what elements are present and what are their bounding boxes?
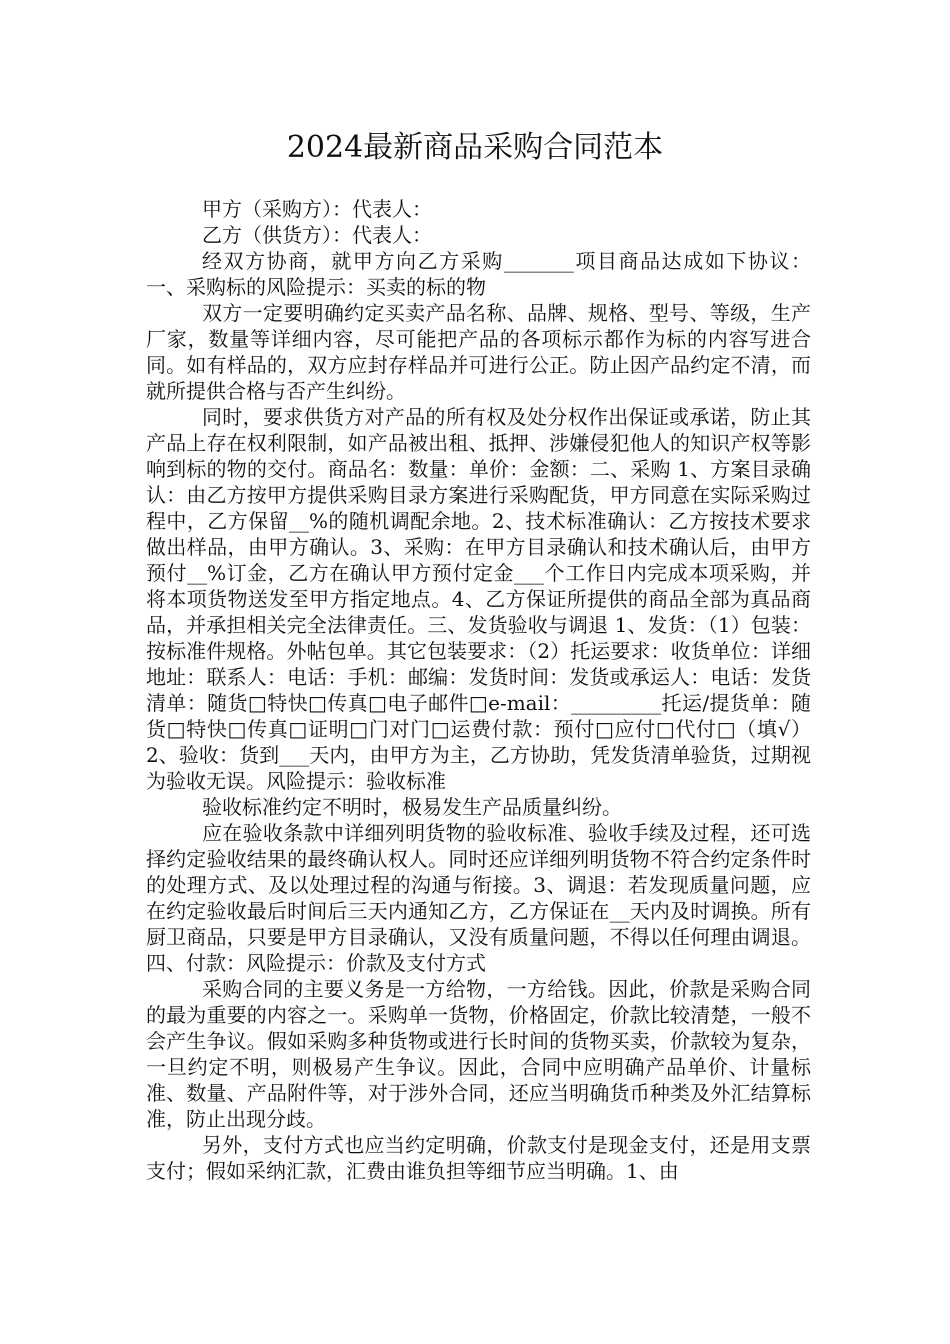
document-title: 2024最新商品采购合同范本 [286, 130, 664, 165]
paragraph-acceptance-risk: 验收标准约定不明时，极易发生产品质量纠纷。 [202, 795, 622, 819]
paragraph-party-a: 甲方（采购方）：代表人： [202, 197, 432, 221]
paragraph-subject-matter: 双方一定要明确约定买卖产品名称、品牌、规格、型号、等级，生产厂家，数量等详细内容，尽可能把产品的各项标示都作为标的内容写进合同。如有样品的，双方应封存样品并可进行公正。防止因产品约定不清，而就所提供合格与否产生纠纷。 [146, 301, 811, 403]
document-body [146, 196, 811, 1184]
paragraph-price: 采购合同的主要义务是一方给物，一方给钱。因此，价款是采购合同的最为重要的内容之一。采购单一货物，价格固定，价款比较清楚，一般不会产生争议。假如采购多种货物或进行长时间的货物买卖，价款较为复杂，一旦约定不明，则极易产生争议。因此，合同中应明确产品单价、计量标准、数量、产品附件等，对于涉外合同，还应当明确货币种类及外汇结算标准，防止出现分歧。 [146, 977, 811, 1131]
paragraph-purchase-delivery: 同时，要求供货方对产品的所有权及处分权作出保证或承诺，防止其产品上存在权利限制，如产品被出租、抵押、涉嫌侵犯他人的知识产权等影响到标的物的交付。商品名：数量：单价：金额：二、采购 1、方案目录确认：由乙方按甲方提供采购目录方案进行采购配货，甲方同意在实际采购过程中，乙方保留__%的随机调配余地。2、技术标准确认：乙方按技术要求做出样品，由甲方确认。3、采购：在甲方目录确认和技术确认后，由甲方预付__%订金，乙方在确认甲方预付定金___个工作日内完成本项采购，并将本项货物送发至甲方指定地点。4、乙方保证所提供的商品全部为真品商品，并承担相关完全法律责任。三、发货验收与调退 1、发货：（1）包装：按标准件规格。外帖包单。其它包装要求：（2）托运要求：收货单位：详细地址：联系人：电话：手机：邮编：发货时间：发货或承运人：电话：发货清单：随货□特快□传真□电子邮件□e-mail：_________托运/提货单：随货□特快□传真□证明□门对门□运费付款：预付□应付□代付□（填√）2、验收：货到___天内，由甲方为主，乙方协助，凭发货清单验货，过期视为验收无误。风险提示：验收标准 [146, 405, 811, 793]
paragraph-agreement-intro: 经双方协商，就甲方向乙方采购_______项目商品达成如下协议：一、采购标的风险提示：买卖的标的物 [146, 249, 811, 299]
paragraph-payment-method: 另外，支付方式也应当约定明确，价款支付是现金支付，还是用支票支付；假如采纳汇款，汇费由谁负担等细节应当明确。1、由 [146, 1133, 811, 1183]
paragraph-party-b: 乙方（供货方）：代表人： [202, 223, 432, 247]
paragraph-acceptance-return: 应在验收条款中详细列明货物的验收标准、验收手续及过程，还可选择约定验收结果的最终确认权人。同时还应详细列明货物不符合约定条件时的处理方式、及以处理过程的沟通与衔接。3、调退：若发现质量问题，应在约定验收最后时间后三天内通知乙方，乙方保证在__天内及时调换。所有厨卫商品，只要是甲方目录确认，又没有质量问题，不得以任何理由调退。四、付款：风险提示：价款及支付方式 [146, 821, 811, 975]
